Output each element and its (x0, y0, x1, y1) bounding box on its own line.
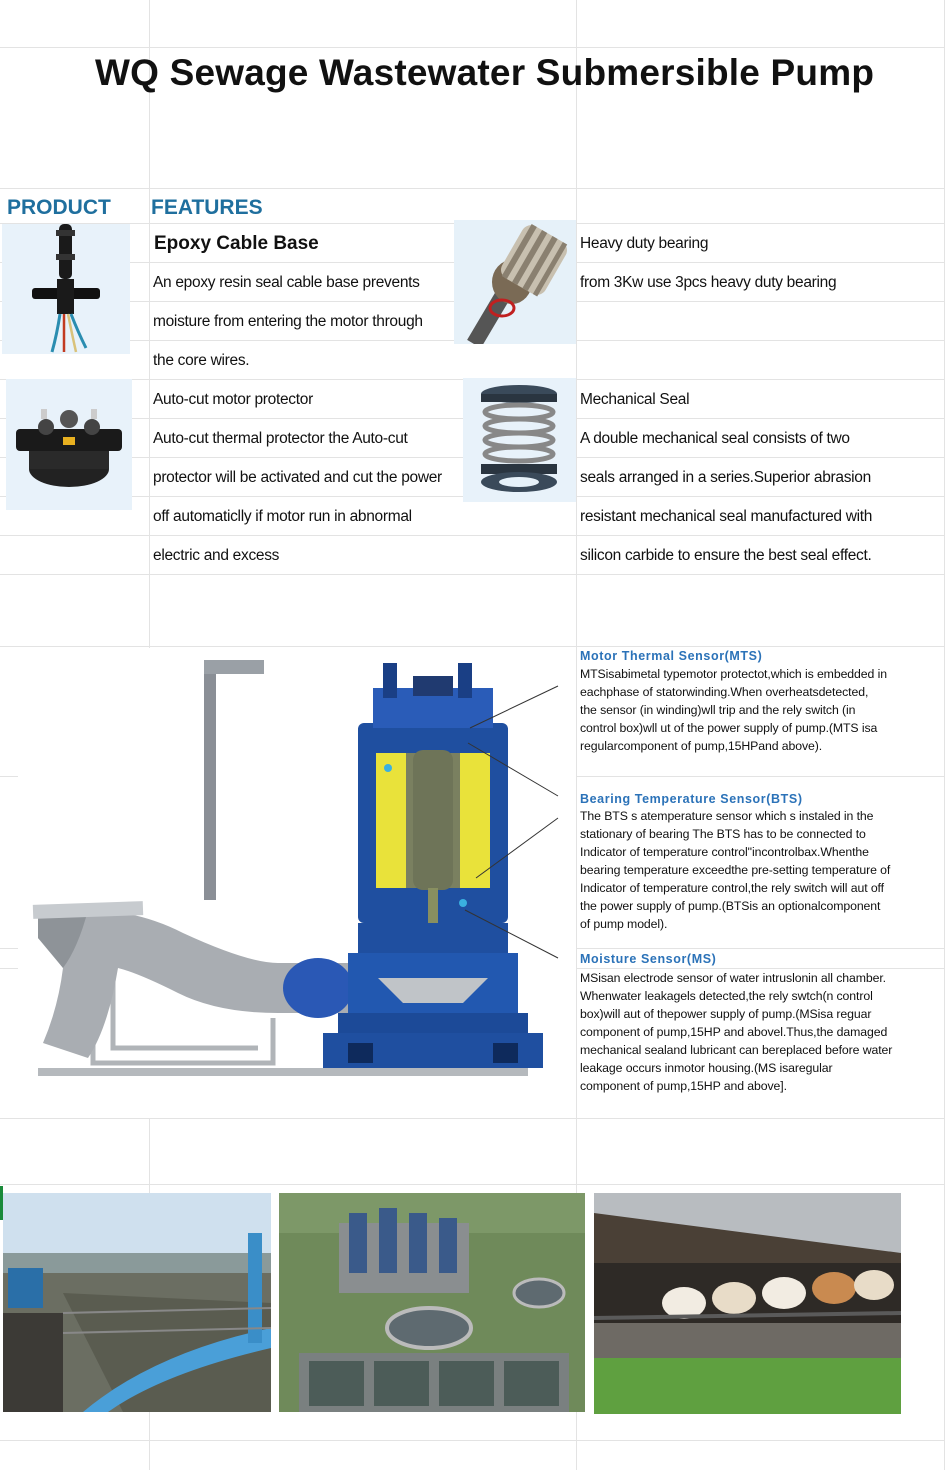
seal-feature-line: silicon carbide to ensure the best seal effect. (580, 547, 872, 564)
mts-sensor-line: the sensor (in winding)wll trip and the rely switch (in (580, 703, 856, 717)
heavy-duty-bearing-image (454, 220, 576, 344)
bts-sensor-line: Indicator of temperature control,the rely switch will aut off (580, 881, 884, 895)
protector-feature-line: Auto-cut thermal protector the Auto-cut (153, 430, 408, 447)
livestock-farm-photo (594, 1193, 901, 1414)
mts-sensor-line: eachphase of statorwinding.When overheatsdetected, (580, 685, 869, 699)
mts-sensor-title: Motor Thermal Sensor(MTS) (580, 649, 763, 663)
ms-sensor-line: Whenwater leakagels detected,the rely swtch(n control (580, 989, 873, 1003)
bts-sensor-line: Indicator of temperature control"incontrolbax.Whenthe (580, 845, 869, 859)
epoxy-feature-line: the core wires. (153, 352, 250, 369)
grid-row-line (0, 535, 945, 536)
seal-feature-line: resistant mechanical seal manufactured with (580, 508, 873, 525)
mts-sensor-line: regularcomponent of pump,15HPand above). (580, 739, 823, 753)
ms-sensor-title: Moisture Sensor(MS) (580, 952, 717, 966)
grid-row-line (0, 574, 945, 575)
pump-cross-section-diagram (18, 648, 576, 1118)
ms-sensor-line: box)will aut of thepower supply of pump.(MSisa reguar (580, 1007, 872, 1021)
epoxy-feature-title: Epoxy Cable Base (154, 233, 319, 254)
bearing-feature-line: from 3Kw use 3pcs heavy duty bearing (580, 274, 837, 291)
protector-feature-line: off automaticlly if motor run in abnormal (153, 508, 412, 525)
epoxy-cable-base-image (2, 224, 130, 354)
ms-sensor-text (580, 969, 942, 1095)
seal-feature-line: seals arranged in a series.Superior abrasion (580, 469, 871, 486)
mts-sensor-line: control box)wll ut of the power supply of pump.(MTS isa (580, 721, 878, 735)
ms-sensor-line: component of pump,15HP and above]. (580, 1079, 787, 1093)
mechanical-seal-image (463, 378, 576, 502)
bts-sensor-line: bearing temperature exceedthe pre-setting temperature of (580, 863, 891, 877)
protector-feature-line: protector will be activated and cut the power (153, 469, 442, 486)
grid-row-line (0, 1440, 945, 1441)
features-header: FEATURES (151, 196, 263, 219)
bts-sensor-line: The BTS s atemperature sensor which s instaled in the (580, 809, 874, 823)
bts-sensor-line: of pump model). (580, 917, 668, 931)
ms-sensor-line: component of pump,15HP and abovel.Thus,the damaged (580, 1025, 888, 1039)
bts-sensor-text (580, 807, 942, 933)
bearing-feature-title: Heavy duty bearing (580, 235, 709, 252)
bts-sensor-title: Bearing Temperature Sensor(BTS) (580, 792, 803, 806)
ms-sensor-line: leakage occurs inmotor housing.(MS isaregular (580, 1061, 833, 1075)
ms-sensor-line: MSisan electrode sensor of water intruslonin all chamber. (580, 971, 886, 985)
product-header: PRODUCT (7, 196, 111, 219)
mts-sensor-line: MTSisabimetal typemotor protectot,which is embedded in (580, 667, 887, 681)
grid-row-line (0, 188, 945, 189)
grid-row-line (0, 1118, 945, 1119)
treatment-plant-aerial-photo (279, 1193, 585, 1412)
grid-row-line (0, 47, 945, 48)
protector-feature-line: electric and excess (153, 547, 280, 564)
protector-feature-title: Auto-cut motor protector (153, 391, 313, 408)
mts-sensor-text (580, 665, 940, 755)
ms-sensor-line: mechanical sealand lubricant can bereplaced before water (580, 1043, 893, 1057)
page-title: WQ Sewage Wastewater Submersible Pump (95, 52, 875, 93)
epoxy-feature-line: moisture from entering the motor through (153, 313, 423, 330)
motor-protector-image (6, 379, 132, 510)
grid-row-line (0, 1184, 945, 1185)
grid-row-line (0, 646, 945, 647)
bts-sensor-line: the power supply of pump.(BTSis an optionalcomponent (580, 899, 881, 913)
bts-sensor-line: stationary of bearing The BTS has to be connected to (580, 827, 866, 841)
sewage-plant-photo (3, 1193, 271, 1412)
seal-feature-title: Mechanical Seal (580, 391, 690, 408)
seal-feature-line: A double mechanical seal consists of two (580, 430, 850, 447)
epoxy-feature-line: An epoxy resin seal cable base prevents (153, 274, 420, 291)
